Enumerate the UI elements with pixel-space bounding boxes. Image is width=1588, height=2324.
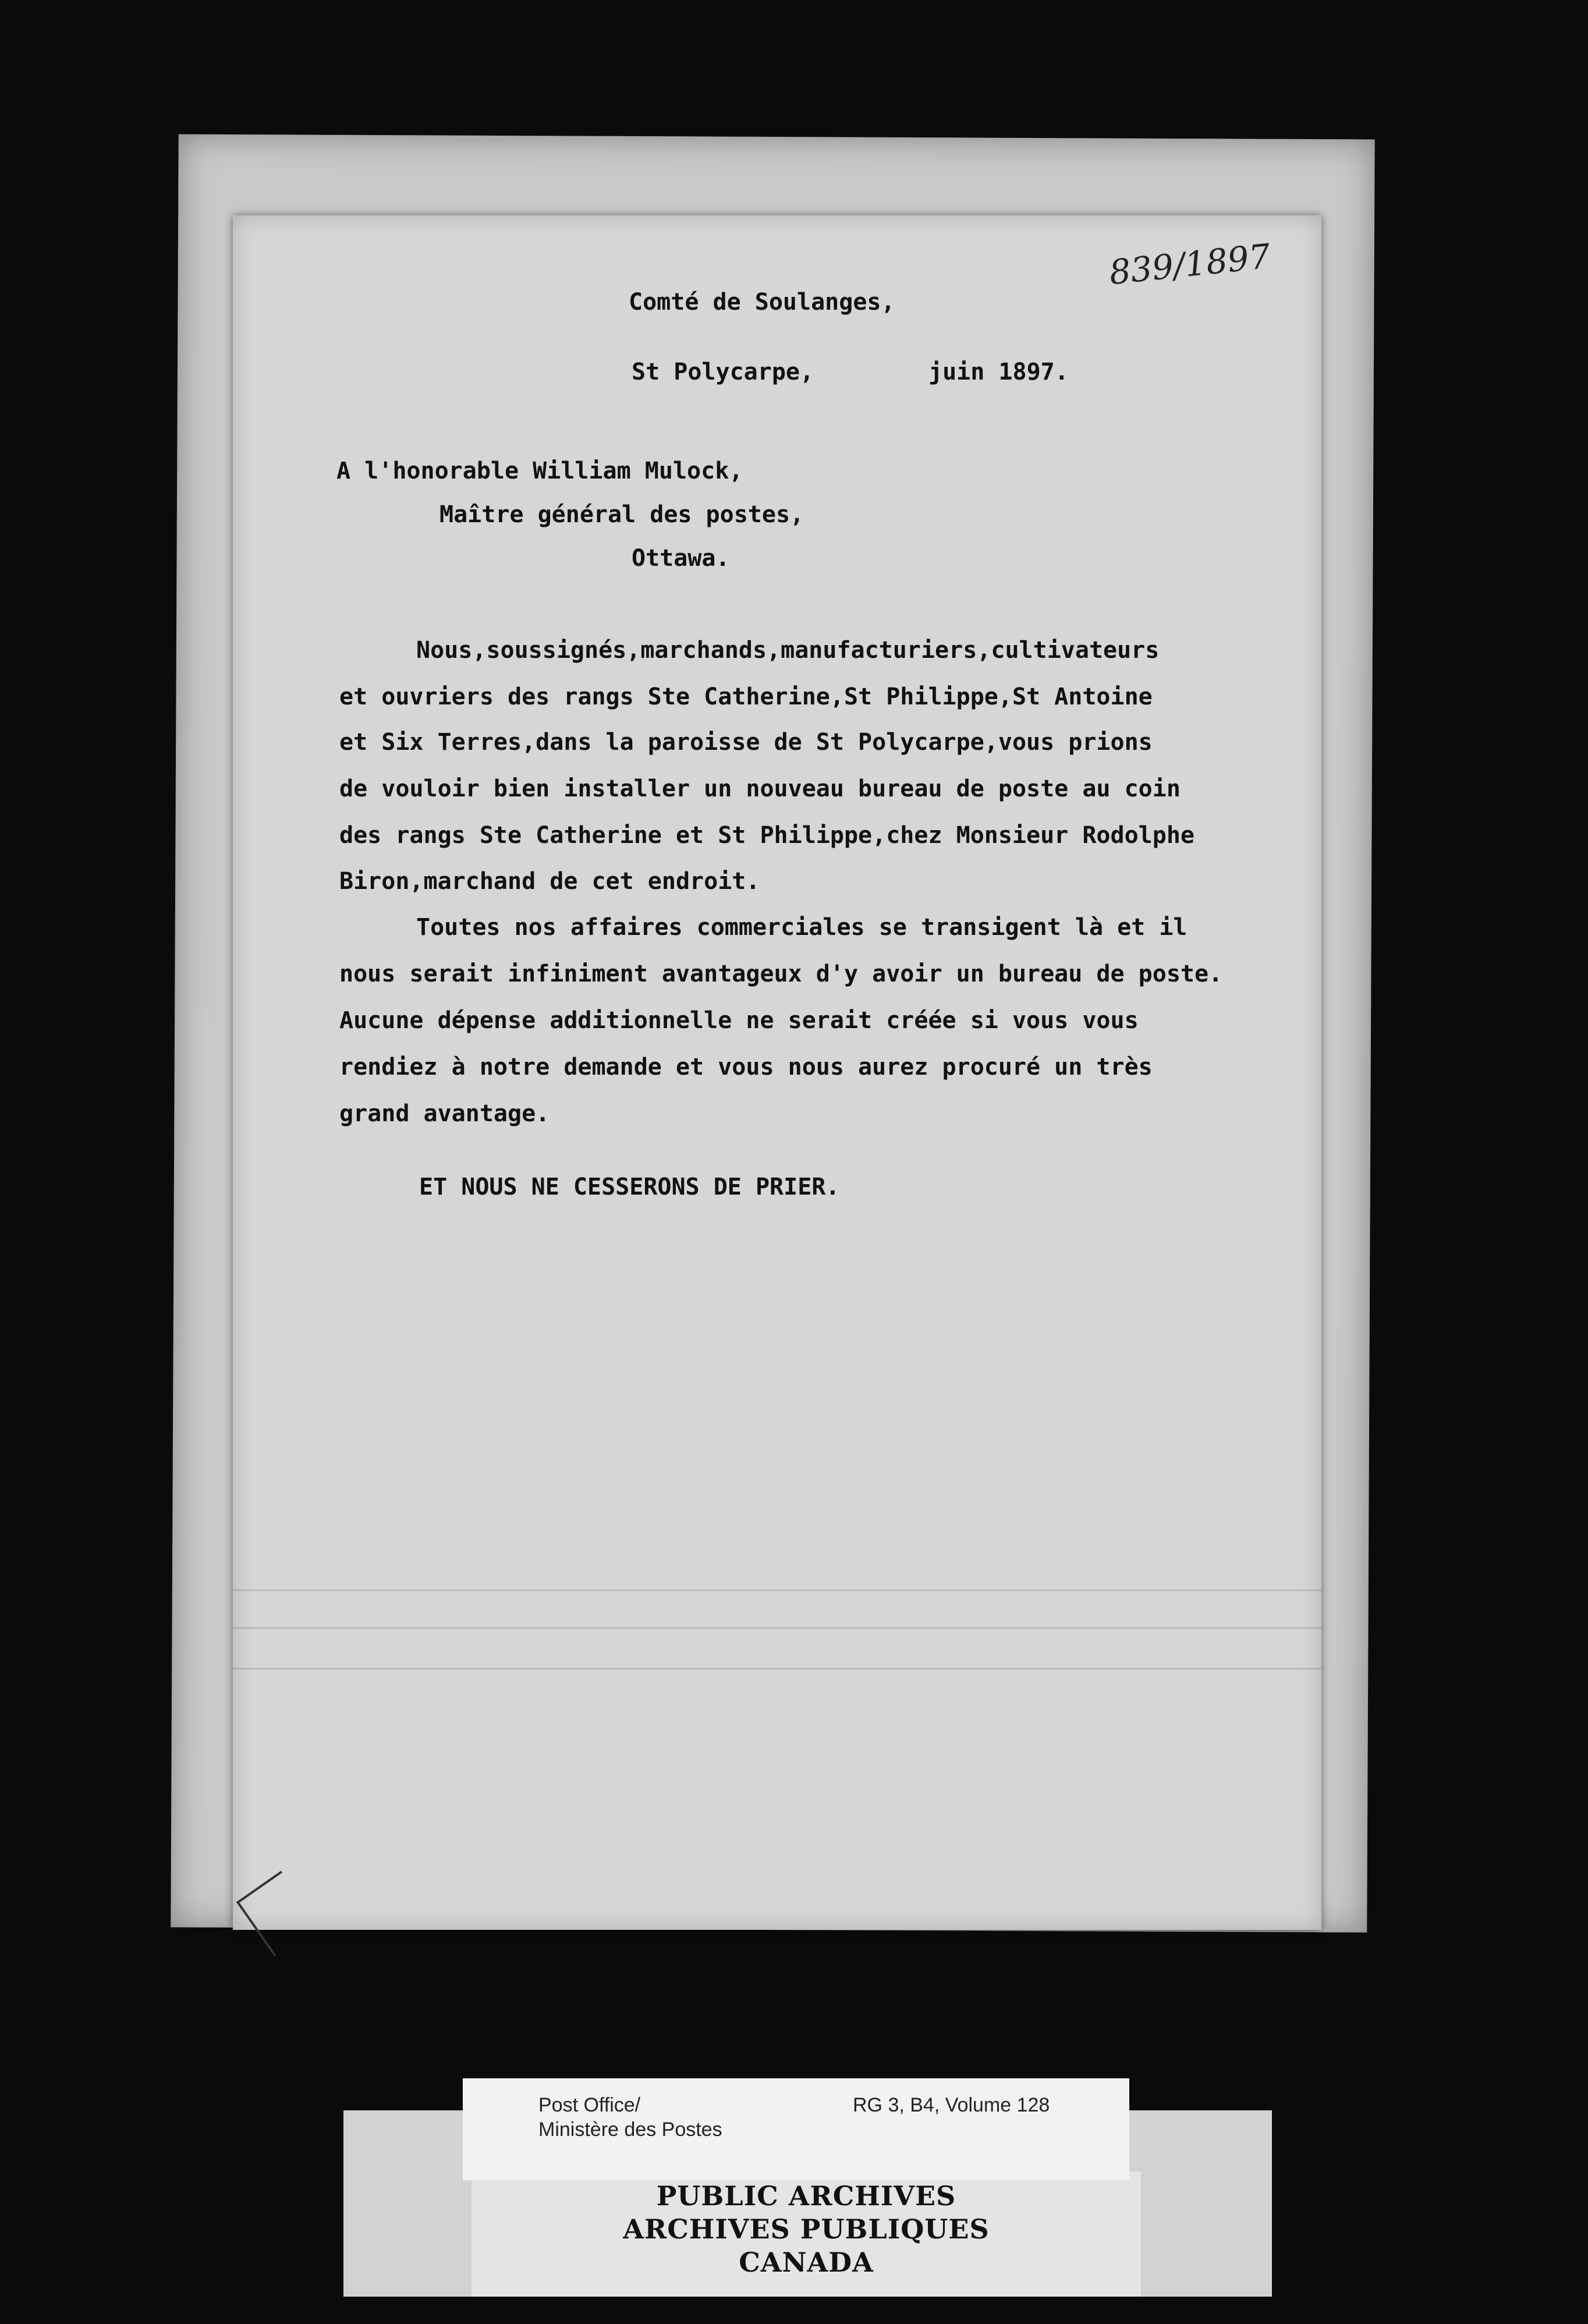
body-line: de vouloir bien installer un nouveau bureau de poste au coin (339, 775, 1181, 802)
fold-line (233, 1589, 1321, 1591)
handwritten-reference: 839/1897 (1107, 236, 1272, 293)
body-line: Aucune dépense additionnelle ne serait créée si vous vous (339, 1007, 1139, 1034)
body-line: rendiez à notre demande et vous nous aurez procuré un très (339, 1054, 1153, 1080)
body-line: et ouvriers des rangs Ste Catherine,St Philippe,St Antoine (339, 683, 1153, 710)
county-line: Comté de Soulanges, (629, 289, 895, 316)
body-line: Nous,soussignés,marchands,manufacturiers,cultivateurs (416, 637, 1160, 664)
body-line: des rangs Ste Catherine et St Philippe,chez Monsieur Rodolphe (339, 822, 1195, 849)
body-line: nous serait infiniment avantageux d'y avoir un bureau de poste. (339, 961, 1223, 987)
fold-line (233, 1668, 1321, 1670)
address-line-3: Ottawa. (632, 545, 730, 572)
department-line-1: Post Office/ (538, 2094, 641, 2116)
archive-reference: RG 3, B4, Volume 128 (853, 2094, 1050, 2116)
archive-stamp-line-2: ARCHIVES PUBLIQUES (623, 2213, 990, 2245)
fold-line (233, 1627, 1321, 1629)
corner-crease (236, 1870, 319, 1956)
closing-line: ET NOUS NE CESSERONS DE PRIER. (419, 1174, 840, 1200)
body-line: et Six Terres,dans la paroisse de St Polycarpe,vous prions (339, 729, 1153, 756)
body-line: Biron,marchand de cet endroit. (339, 868, 760, 895)
body-line: grand avantage. (339, 1100, 550, 1127)
body-line: Toutes nos affaires commerciales se transigent là et il (416, 914, 1188, 941)
archive-stamp-line-1: PUBLIC ARCHIVES (656, 2180, 956, 2212)
archive-stamp-line-3: CANADA (739, 2247, 874, 2278)
place-line: St Polycarpe, (632, 359, 814, 385)
archive-reference-card (463, 2078, 1129, 2180)
date-line: juin 1897. (928, 359, 1069, 385)
department-line-2: Ministère des Postes (538, 2118, 722, 2141)
archive-stamp (472, 2171, 1141, 2297)
address-line-1: A l'honorable William Mulock, (336, 458, 743, 484)
address-line-2: Maître général des postes, (439, 501, 804, 528)
